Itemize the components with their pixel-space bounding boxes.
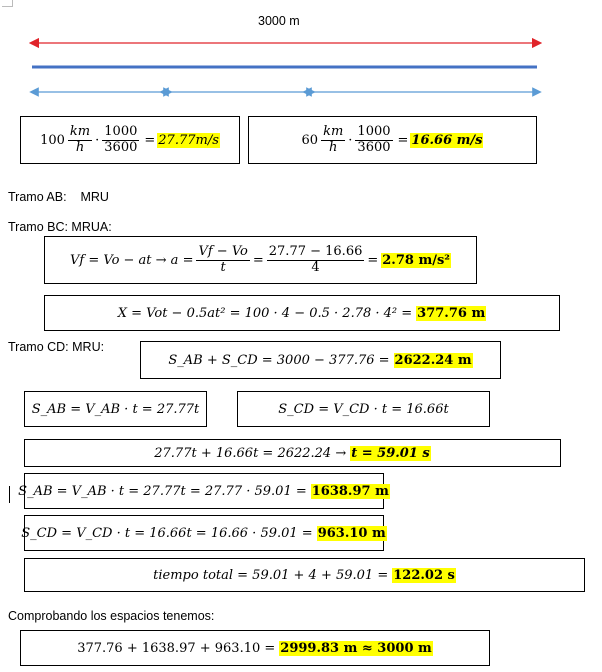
unit-fraction: [321, 125, 345, 156]
sum-ab-cd-result: 2622.24 m: [394, 352, 472, 368]
total-time-result: 122.02 s: [393, 567, 455, 583]
total-time-expr: tiempo total = 59.01 + 4 + 59.01 =: [153, 567, 389, 583]
speed-cd-result: 16.66 m/s: [411, 132, 483, 148]
accel-fraction-2: [267, 245, 365, 276]
scd-value-result: 963.10 m: [317, 525, 386, 541]
check-equation: [20, 630, 490, 666]
speed-value: 60: [301, 132, 319, 148]
total-time-equation: [24, 558, 585, 592]
scd-value-expr: S_CD = V_CD · t = 16.66t = 16.66 · 59.01 =: [21, 525, 313, 541]
accel-fraction-1: [196, 245, 249, 276]
fraction-num: Vf − Vo: [198, 243, 248, 259]
fraction-num: 27.77 − 16.66: [268, 243, 363, 259]
conversion-box-left: 100 $\frac{km}{h}$ · $\frac{1000}{3600}$ = 27.77m/s: [20, 116, 240, 164]
distance-bc-equation: [44, 295, 560, 331]
solve-time-expr: 27.77t + 16.66t = 2622.24 →: [154, 445, 347, 461]
sab-value-result: 1638.97 m: [311, 483, 389, 499]
distance-bc-expr: X = Vot − 0.5at² = 100 · 4 − 0.5 · 2.78 · 4² =: [117, 305, 413, 321]
speed-value: 100: [40, 132, 65, 148]
comprobando-label: Comprobando los espacios tenemos:: [8, 609, 215, 623]
speed-ab-result: 27.77m/s: [158, 132, 219, 148]
acceleration-equation: [44, 236, 477, 284]
sab-time-expr: S_AB = V_AB · t = 27.77t: [31, 401, 200, 417]
factor-fraction: [102, 125, 139, 156]
equals: =: [397, 132, 409, 148]
solve-time-equation: [24, 439, 561, 467]
factor-num: 1000: [357, 123, 391, 139]
check-result: 2999.83 m ≈ 3000 m: [280, 640, 432, 656]
sum-ab-cd-expr: S_AB + S_CD = 3000 − 377.76 =: [168, 352, 390, 368]
fraction-den: t: [220, 259, 226, 275]
tramo-bc-label: Tramo BC: MRUA:: [8, 220, 112, 234]
fraction-den: 4: [311, 259, 320, 275]
sum-ab-cd-equation: [140, 341, 501, 379]
accel-lhs: Vf = Vo − at → a =: [70, 252, 194, 268]
scd-value-equation: [21, 515, 386, 551]
unit-den: h: [75, 139, 85, 155]
scd-time-equation: [237, 391, 490, 427]
tramo-cd-label: Tramo CD: MRU:: [8, 340, 105, 354]
factor-num: 1000: [104, 123, 138, 139]
distance-label: 3000 m: [258, 14, 300, 28]
factor-fraction: [355, 125, 392, 156]
factor-den: 3600: [357, 139, 391, 155]
equals: =: [367, 252, 379, 268]
equals: =: [144, 132, 156, 148]
unit-den: h: [328, 139, 338, 155]
equals: =: [252, 252, 264, 268]
distance-diagram: [0, 0, 602, 110]
acceleration-result: 2.78 m/s²: [382, 252, 450, 268]
tramo-ab-label: Tramo AB: MRU: [8, 190, 109, 204]
check-expr: 377.76 + 1638.97 + 963.10 =: [77, 640, 276, 656]
unit-num: km: [323, 123, 344, 139]
distance-bc-result: 377.76 m: [417, 305, 486, 321]
conversion-box-right: 60 $\frac{km}{h}$ · $\frac{1000}{3600}$ = 16.66 m/s: [248, 116, 537, 164]
text-cursor: [9, 486, 10, 503]
factor-den: 3600: [104, 139, 138, 155]
sab-value-equation: [18, 473, 389, 509]
unit-fraction: [68, 125, 92, 156]
unit-num: km: [69, 123, 91, 139]
sab-time-equation: [24, 391, 207, 427]
sab-value-expr: S_AB = V_AB · t = 27.77t = 27.77 · 59.01 =: [18, 483, 307, 499]
scd-time-expr: S_CD = V_CD · t = 16.66t: [278, 401, 449, 417]
time-result: t = 59.01 s: [351, 445, 430, 461]
